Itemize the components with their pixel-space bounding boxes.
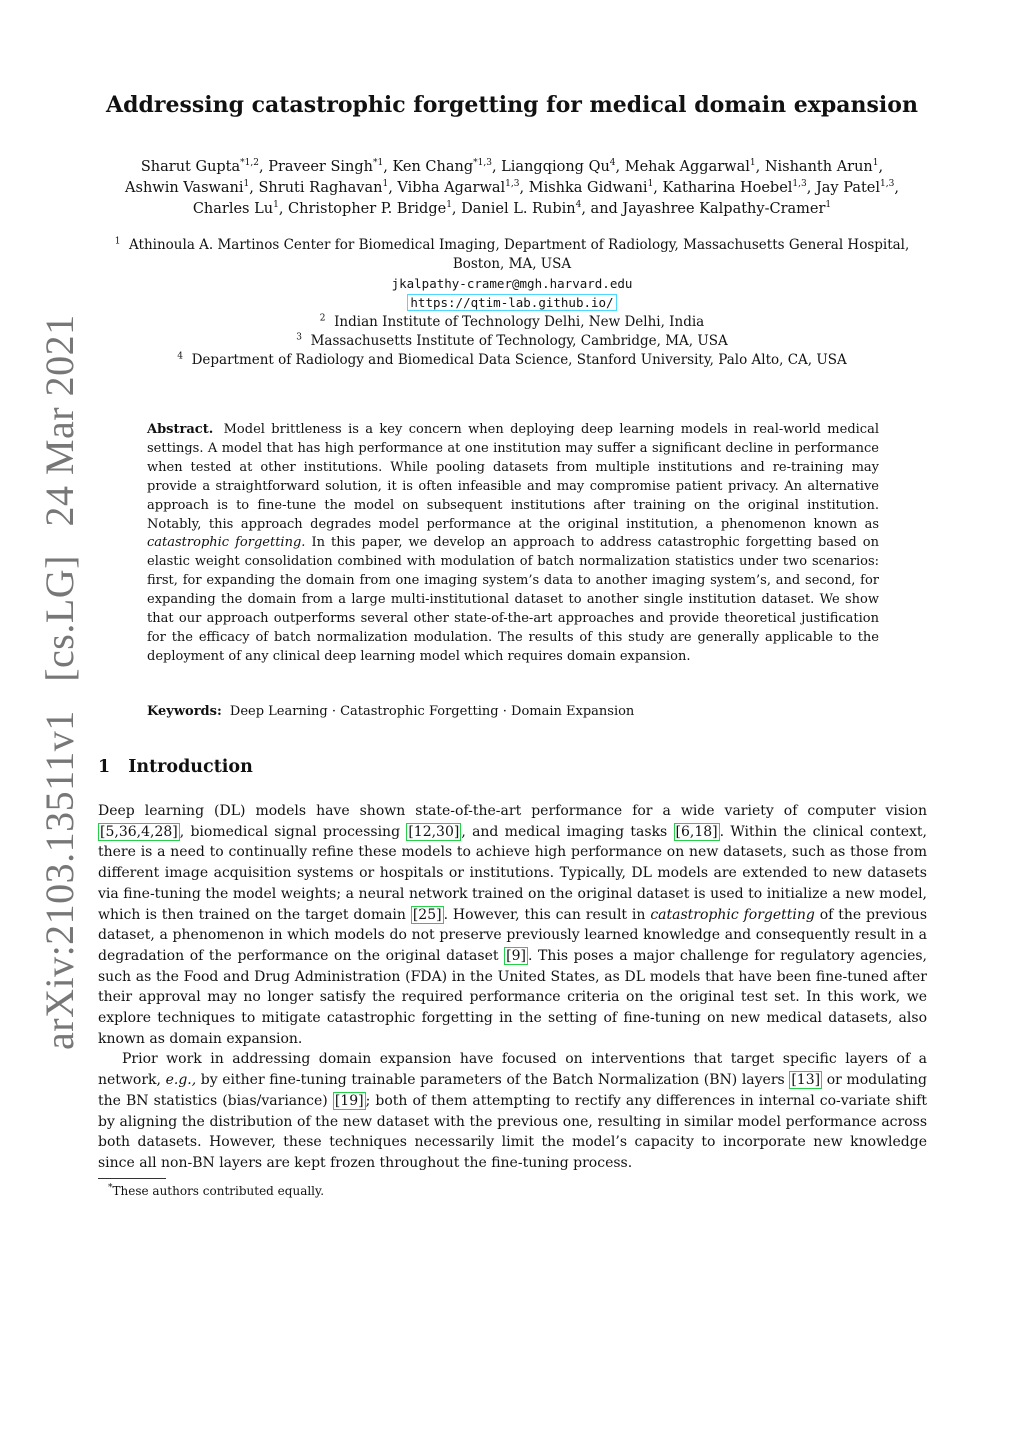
intro-paragraph-2: Prior work in addressing domain expansion have focused on interventions that target specific layers of a network, e.g., by either fine-tuning trainable parameters of the Batch Normalization (BN) layers [13] or modulating the BN statistics (bias/variance) [19] ; both of them attempting to rectify any differences in internal co-variate shift by aligning the distribution of the new dataset with the previous one, resulting in similar model performance across both datasets. However, these techniques necessarily limit the model’s capacity to incorporate new knowledge since all non-BN layers are kept frozen throughout the fine-tuning process. [98,1051,928,1171]
keywords-text: Deep Learning · Catastrophic Forgetting · Domain Expansion [229,704,635,719]
lab-url-link[interactable]: https://qtim-lab.github.io/ [407,294,616,311]
affiliations [100,236,924,370]
abstract-label: Abstract. [147,422,214,437]
citation-link[interactable]: [5,36,4,28] [100,823,178,840]
citation-link[interactable]: [19] [334,1092,364,1109]
footnote-rule [98,1178,166,1179]
arxiv-id: arXiv:2103.13511v1 [37,710,82,1050]
author-line-2: Ashwin Vaswani$^1$, Shruti Raghavan$^1$, Vibha Agarwal$^{1,3}$, Mishka Gidwani$^1$, Katharina Hoebel$^{1,3}$, Jay Patel$^{1,3}$, [125,179,899,196]
citation-link[interactable]: [13] [791,1072,821,1089]
citation-link[interactable]: [25] [412,906,442,923]
affiliation-4: $^4$ Department of Radiology and Biomedical Data Science, Stanford University, Palo Alto, CA, USA [177,351,847,368]
citation-link[interactable]: [6,18] [675,823,718,840]
intro-paragraph-1: Deep learning (DL) models have shown state-of-the-art performance for a wide variety of computer vision [5,36,4,28] , biomedical signal processing [12,30] , and medical imaging tasks [6,18] . Within the clinical context, there is a need to continually refine these models to achieve high performance on new datasets, such as those from different image acquisition systems or hospitals or institutions. Typically, DL models are extended to new datasets via fine-tuning the model weights; a neural network trained on the original dataset is used to initialize a new model, which is then trained on the target domain [25] . However, this can result in catastrophic forgetting of the previous dataset, a phenomenon in which models do not preserve previously learned knowledge and consequently result in a degradation of the performance on the original dataset [9] . This poses a major challenge for regulatory agencies, such as the Food and Drug Administration (FDA) in the United States, as DL models that have been fine-tuned after their approval may no longer satisfy the required performance criteria on the original test set. In this work, we explore techniques to mitigate catastrophic forgetting in the setting of fine-tuning on new medical datasets, also known as domain expansion. [98,803,928,1047]
affiliation-2: $^2$ Indian Institute of Technology Delhi, New Delhi, India [319,313,705,330]
introduction-body [98,801,927,1174]
arxiv-sidebar-stamp [36,296,83,1050]
arxiv-date: 24 Mar 2021 [37,314,82,527]
keywords [147,704,879,719]
author-list [90,157,934,220]
footnote: *These authors contributed equally. [108,1183,325,1198]
author-line-1: Sharut Gupta$^{*1,2}$, Praveer Singh$^{*1}$, Ken Chang$^{*1,3}$, Liangqiong Qu$^4$, Mehak Aggarwal$^1$, Nishanth Arun$^1$, [140,158,884,175]
arxiv-category: [cs.LG] [37,555,82,682]
author-line-3: Charles Lu$^1$, Christopher P. Bridge$^1$, Daniel L. Rubin$^4$, and Jayashree Kalpathy-Cramer$^1$ [192,200,832,217]
contact-email[interactable]: jkalpathy-cramer@mgh.harvard.edu [391,276,633,291]
affiliation-3: $^3$ Massachusetts Institute of Technology, Cambridge, MA, USA [296,332,728,349]
citation-link[interactable]: [9] [506,947,526,964]
affiliation-1: $^1$ Athinoula A. Martinos Center for Biomedical Imaging, Department of Radiology, Massachusetts General Hospital, [114,236,910,253]
paper-title: Addressing catastrophic forgetting for medical domain expansion [106,92,918,118]
abstract: Abstract. Model brittleness is a key concern when deploying deep learning models in real-world medical settings. A model that has high performance at one institution may suffer a significant decline in performance when tested at other institutions. While pooling datasets from multiple institutions and re-training may provide a straightforward solution, it is often infeasible and may compromise patient privacy. An alternative approach is to fine-tune the model on subsequent institutions after training on the original institution. Notably, this approach degrades model performance at the original institution, a phenomenon known as catastrophic forgetting. In this paper, we develop an approach to address catastrophic forgetting based on elastic weight consolidation combined with modulation of batch normalization statistics under two scenarios: first, for expanding the domain from one imaging system’s data to another imaging system’s, and second, for expanding the domain from a large multi-institutional dataset to another single institution dataset. We show that our approach outperforms several other state-of-the-art approaches and provide theoretical justification for the efficacy of batch normalization modulation. The results of this study are generally applicable to the deployment of any clinical deep learning model which requires domain expansion. [147,422,879,664]
keywords-label: Keywords: [147,704,222,719]
citation-link[interactable]: [12,30] [408,823,460,840]
section-heading-introduction: 1 Introduction [98,757,253,777]
affiliation-1-city: Boston, MA, USA [452,256,572,272]
